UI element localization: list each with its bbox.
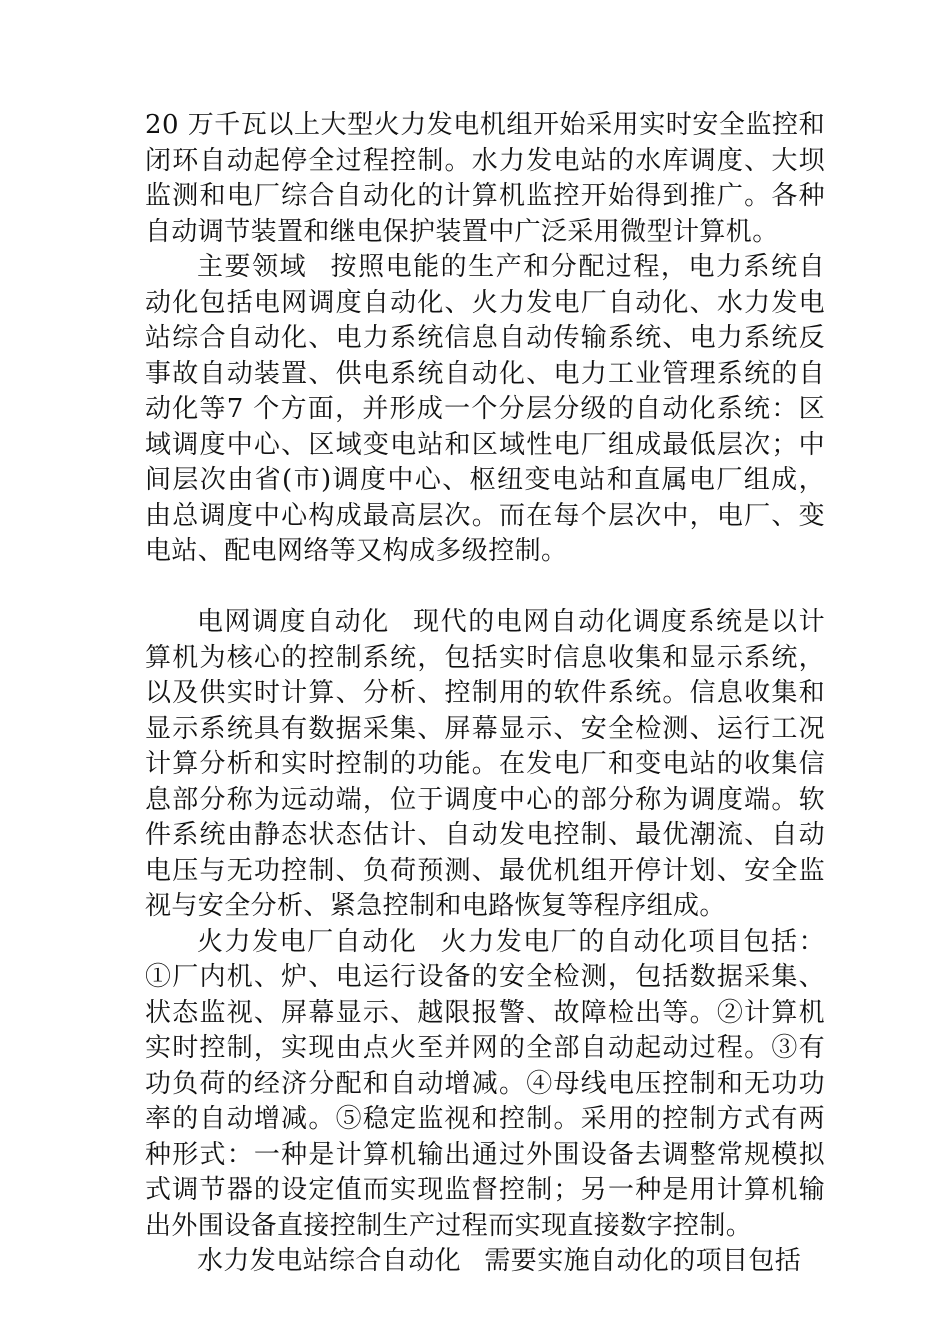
section-heading-hydro-station: 水力发电站综合自动化 [197, 1246, 462, 1276]
paragraph-intro-text: 20 万千瓦以上大型火力发电机组开始采用实时安全监控和闭环自动起停全过程控制。水力发电站的水库调度、大坝监测和电厂综合自动化的计算机监控开始得到推广。各种自动调节装置和继电保护装置中广泛采用微型计算机。 [145, 110, 825, 247]
paragraph-main-areas [145, 250, 825, 570]
paragraph-hydro-station [145, 1244, 825, 1280]
paragraph-spacer [145, 570, 825, 606]
section-heading-grid-dispatch: 电网调度自动化 [197, 607, 390, 637]
paragraph-grid-dispatch [145, 605, 825, 925]
paragraph-grid-dispatch-text: 现代的电网自动化调度系统是以计算机为核心的控制系统，包括实时信息收集和显示系统，以及供实时计算、分析、控制用的软件系统。信息收集和显示系统具有数据采集、屏幕显示、安全检测、运行工况计算分析和实时控制的功能。在发电厂和变电站的收集信息部分称为远动端，位于调度中心的部分称为调度端。软件系统由静态状态估计、自动发电控制、最优潮流、自动电压与无功控制、负荷预测、最优机组开停计划、安全监视与安全分析、紧急控制和电路恢复等程序组成。 [145, 607, 825, 921]
document-body [145, 108, 825, 1280]
section-heading-thermal-plant: 火力发电厂自动化 [197, 926, 418, 957]
paragraph-main-areas-text: 按照电能的生产和分配过程，电力系统自动化包括电网调度自动化、火力发电厂自动化、水力发电站综合自动化、电力系统信息自动传输系统、电力系统反事故自动装置、供电系统自动化、电力工业管理系统的自动化等7 个方面，并形成一个分层分级的自动化系统：区域调度中心、区域变电站和区域性电厂组成最低层次；中间层次由省(市)调度中心、枢纽变电站和直属电厂组成，由总调度中心构成最高层次。而在每个层次中，电厂、变电站、配电网络等又构成多级控制。 [145, 252, 825, 566]
paragraph-intro [145, 108, 825, 250]
paragraph-thermal-plant [145, 925, 825, 1245]
paragraph-thermal-plant-text: 火力发电厂的自动化项目包括：①厂内机、炉、电运行设备的安全检测，包括数据采集、状态监视、屏幕显示、越限报警、故障检出等。②计算机实时控制，实现由点火至并网的全部自动起动过程。③有功负荷的经济分配和自动增减。④母线电压控制和无功功率的自动增减。⑤稳定监视和控制。采用的控制方式有两种形式：一种是计算机输出通过外围设备去调整常规模拟式调节器的设定值而实现监督控制；另一种是用计算机输出外围设备直接控制生产过程而实现直接数字控制。 [145, 926, 825, 1241]
section-heading-main-areas: 主要领域 [197, 252, 308, 282]
paragraph-hydro-station-text: 需要实施自动化的项目包括 [484, 1246, 802, 1276]
